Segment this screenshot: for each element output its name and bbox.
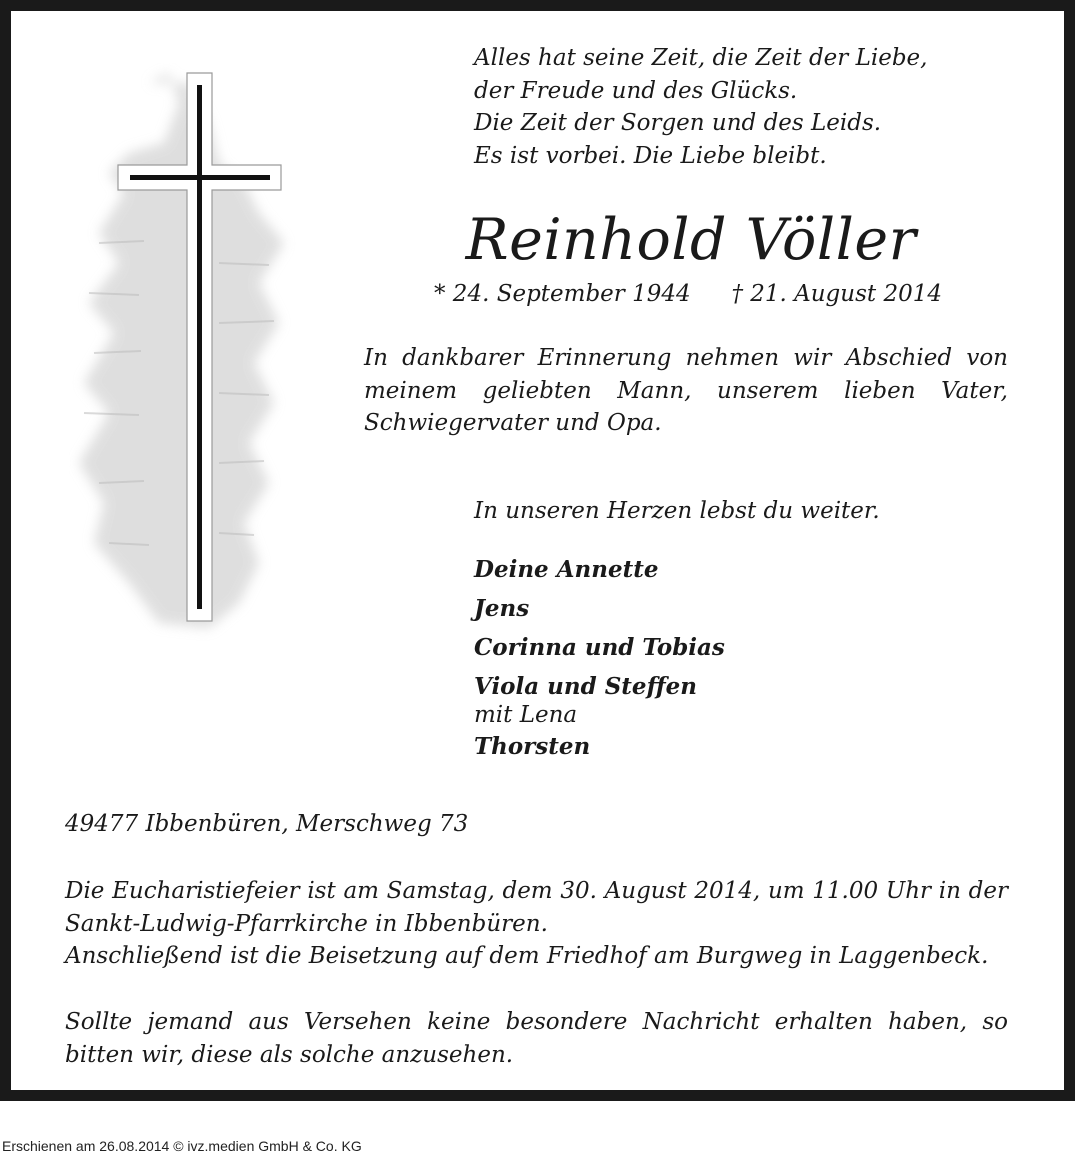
- death-date: † 21. August 2014: [731, 281, 942, 307]
- family-member: Corinna und Tobias: [474, 634, 725, 661]
- family-member: Jens: [474, 595, 530, 622]
- family-member-sub: mit Lena: [474, 702, 578, 728]
- intro-text: In dankbarer Erinnerung nehmen wir Abschied von meinem geliebten Mann, unserem lieben Vater, Schwiegervater und Opa.: [364, 345, 1008, 436]
- family-member: Thorsten: [474, 733, 591, 760]
- service-paragraph: Anschließend ist die Beisetzung auf dem Friedhof am Burgweg in Laggenbeck.: [65, 943, 989, 969]
- closing-note: Sollte jemand aus Versehen keine besondere Nachricht erhalten haben, so bitten wir, diese als solche anzusehen.: [65, 1009, 1008, 1068]
- poem-line: Es ist vorbei. Die Liebe bleibt.: [474, 142, 827, 169]
- birth-date: * 24. September 1944: [434, 281, 691, 307]
- publication-footer: Erschienen am 26.08.2014 © ivz.medien GmbH & Co. KG: [2, 1138, 362, 1154]
- cross-icon: [69, 63, 299, 653]
- family-member: Deine Annette: [474, 556, 659, 583]
- poem-line: Alles hat seine Zeit, die Zeit der Liebe,: [474, 45, 928, 71]
- poem-line: der Freude und des Glücks.: [474, 77, 798, 104]
- deceased-name: Reinhold Völler: [465, 207, 917, 273]
- motto-text: In unseren Herzen lebst du weiter.: [474, 498, 880, 524]
- family-list: [474, 550, 725, 766]
- address: 49477 Ibbenbüren, Merschweg 73: [65, 811, 469, 837]
- poem: [474, 42, 927, 172]
- family-member: Viola und Steffen: [474, 673, 697, 700]
- service-paragraph: Die Eucharistiefeier ist am Samstag, dem 30. August 2014, um 11.00 Uhr in der Sankt-Ludwig-Pfarrkirche in Ibbenbüren.: [65, 878, 1008, 937]
- poem-line: Die Zeit der Sorgen und des Leids.: [474, 110, 882, 136]
- service-info: [65, 875, 1008, 973]
